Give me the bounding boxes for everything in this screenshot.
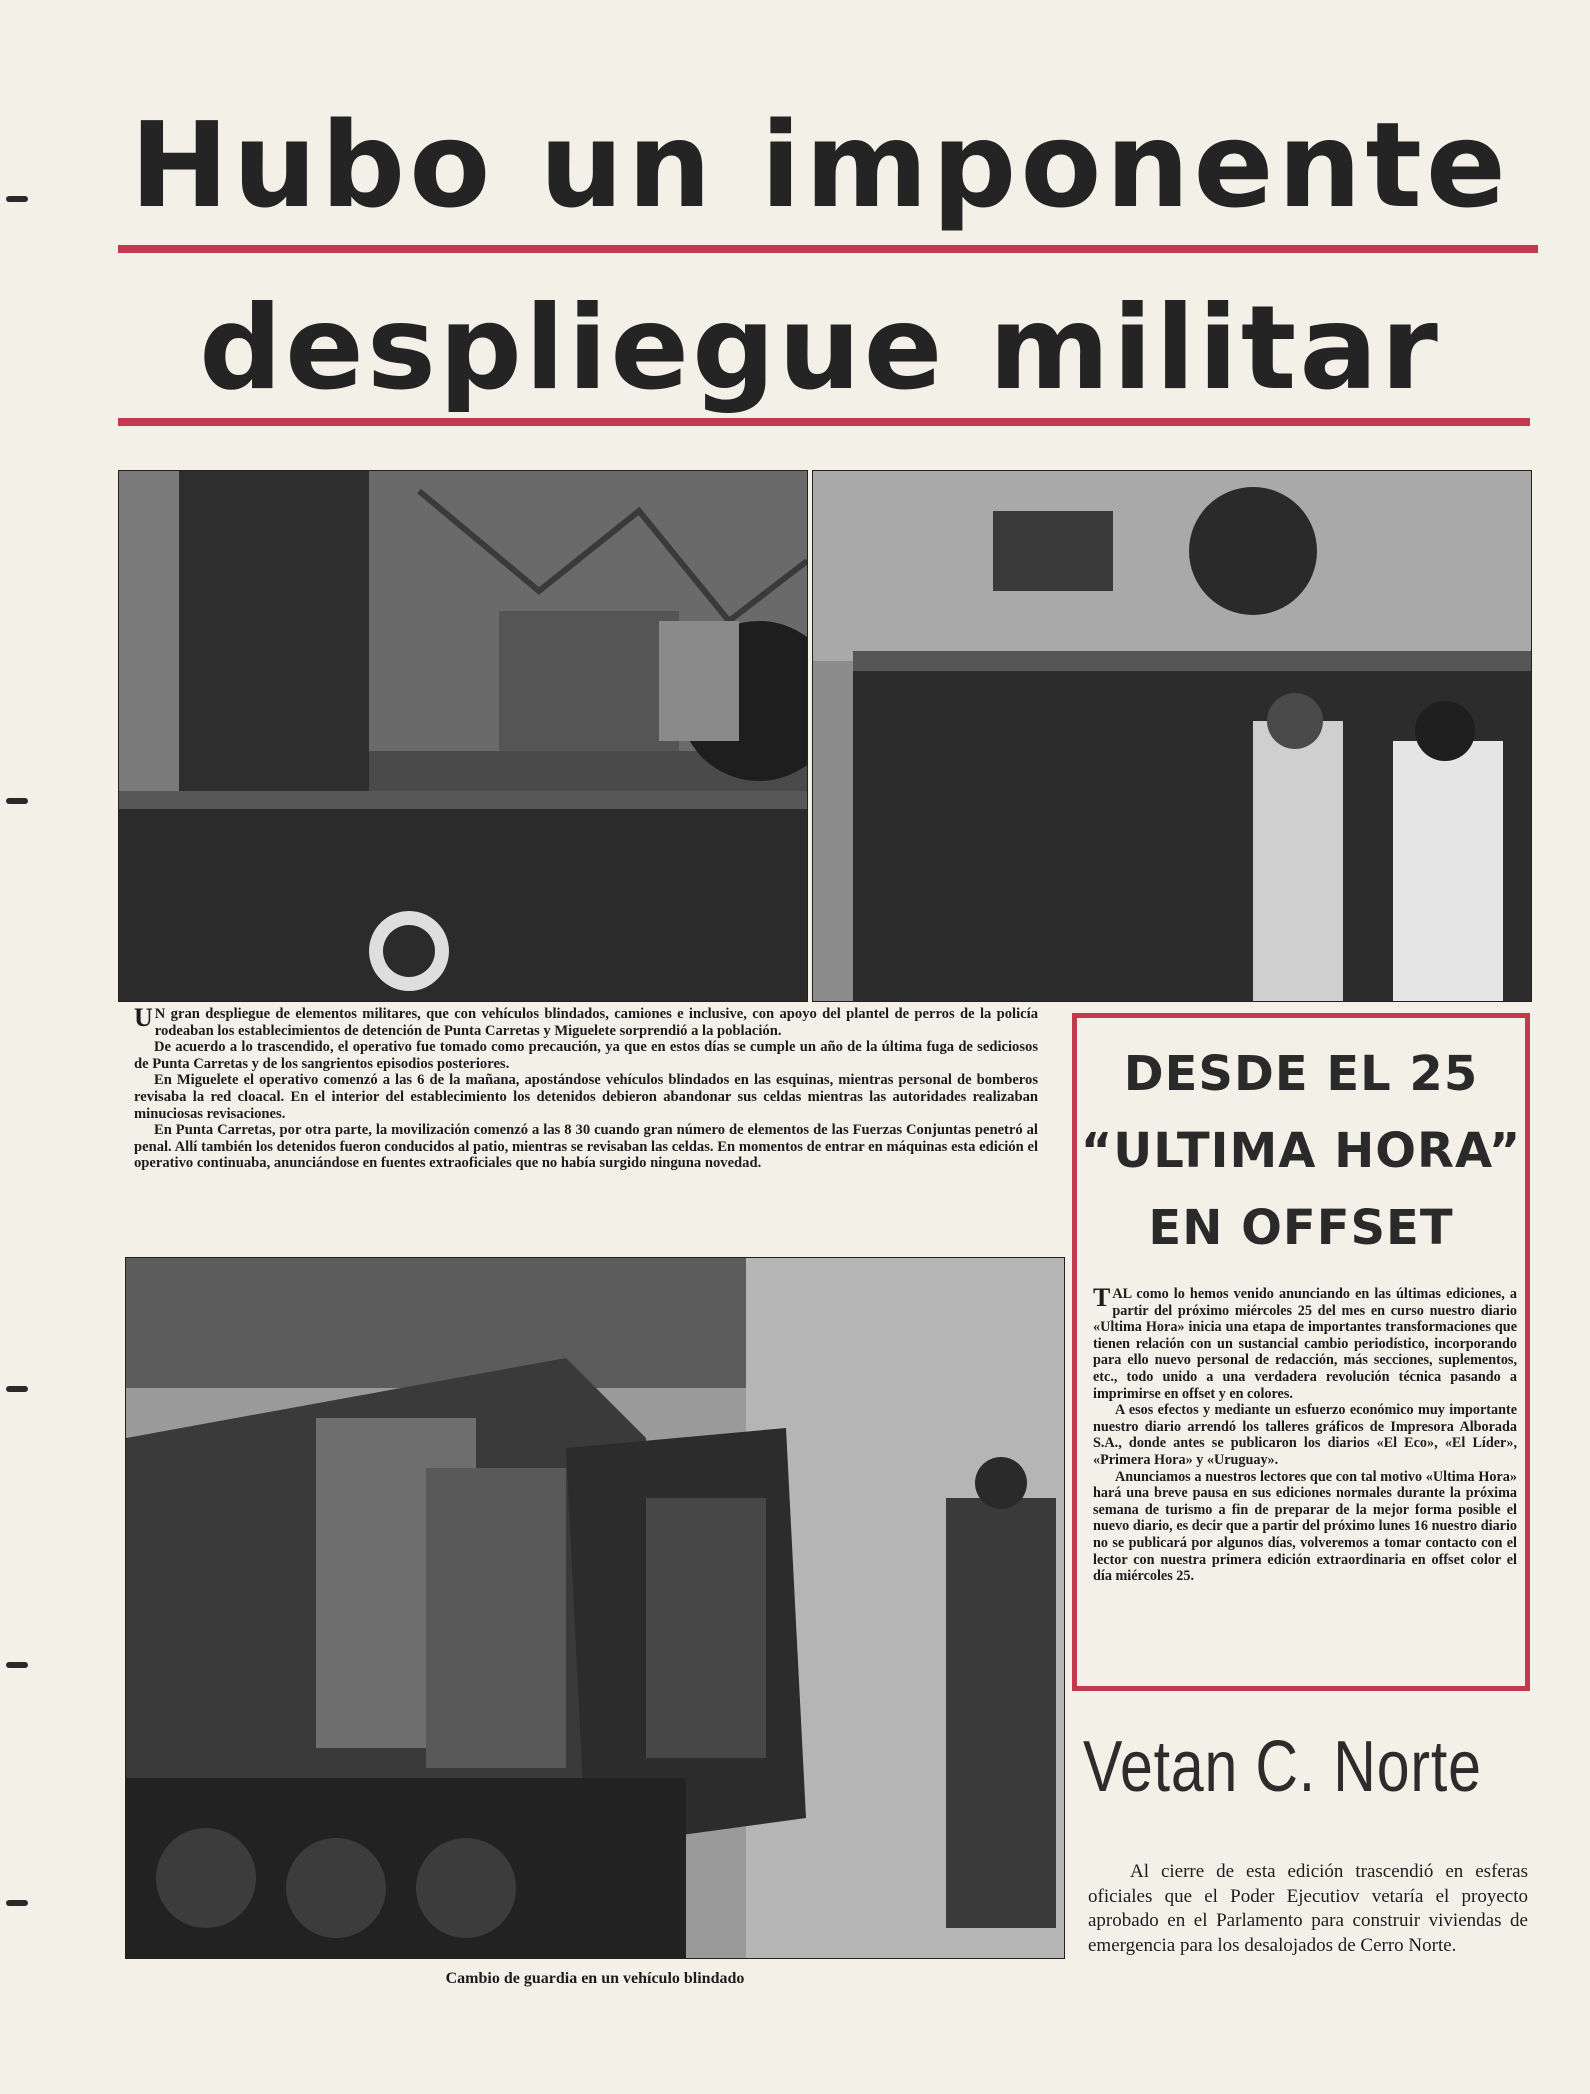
box-headline-3: EN OFFSET bbox=[1148, 1200, 1454, 1256]
box-paragraph: A esos efectos y mediante un esfuerzo económico muy importante nuestro diario arrendó los talleres gráficos de Impresora Alborada S.A., donde antes se publicaron los diarios «El Eco», «El Líder», «Primera Hora» y «Uruguay». bbox=[1093, 1402, 1517, 1468]
headline-red-rule-2 bbox=[118, 418, 1530, 426]
side-article-paragraph: Al cierre de esta edición trascendió en esferas oficiales que el Poder Ejecutiov vetaría el proyecto aprobado en el Parlamento para construir viviendas de emergencia para los desalojados de Cerro Norte. bbox=[1088, 1861, 1528, 1956]
box-dropcap: T bbox=[1093, 1283, 1111, 1312]
binder-mark bbox=[6, 1386, 28, 1392]
binder-mark bbox=[6, 1900, 28, 1906]
box-paragraph bbox=[1093, 1283, 1517, 1402]
lead-paragraph: En Punta Carretas, por otra parte, la movilización comenzó a las 8 30 cuando gran número de elementos de las Fuerzas Conjuntas penetró al penal. Allí también los detenidos fueron conducidos al patio, mientras se revisaban las celdas. En momentos de entrar en máquinas esta edición el operativo continuaba, anunciándose en fuentes extraoficiales que no había surgido ninguna novedad. bbox=[134, 1122, 1038, 1172]
headline-red-rule-1 bbox=[118, 245, 1538, 253]
lead-article bbox=[134, 1003, 1038, 1172]
photo-caption: Cambio de guardia en un vehículo blindado bbox=[445, 1970, 745, 1987]
box-headline-2: “ULTIMA HORA” bbox=[1080, 1123, 1522, 1179]
box-headline-1: DESDE EL 25 bbox=[1123, 1046, 1479, 1102]
headline-line-1: Hubo un imponente bbox=[130, 96, 1510, 234]
lead-dropcap: U bbox=[134, 1003, 153, 1032]
box-paragraph: Anunciamos a nuestros lectores que con tal motivo «Ultima Hora» hará una breve pausa en sus ediciones normales durante la próxima semana de turismo a fin de preparar de la mejor forma posible el nuevo diario, es decir que a partir del próximo lunes 16 nuestro diario no se publicará por algunos días, volveremos a tomar contacto con el lector con nuestra primera edición extraordinaria en offset color el día miércoles 25. bbox=[1093, 1468, 1517, 1585]
binder-mark bbox=[6, 1662, 28, 1668]
side-article-body bbox=[1088, 1860, 1528, 1958]
lead-paragraph: En Miguelete el operativo comenzó a las 6 de la mañana, apostándose vehículos blindados en las esquinas, mientras personal de bomberos revisaba la red cloacal. En el interior del establecimiento los detenidos debieron abandonar sus celdas mientras las autoridades realizaban minuciosas revisaciones. bbox=[134, 1072, 1038, 1122]
offset-announcement-box bbox=[1072, 1013, 1530, 1691]
lead-paragraph bbox=[134, 1003, 1038, 1039]
lead-paragraph-text: N gran despliegue de elementos militares, que con vehículos blindados, camiones e inclusive, con apoyo del plantel de perros de la policía rodeaban los establecimientos de detención de Punta Carretas y Miguelete sorprendió a la población. bbox=[154, 1006, 1038, 1039]
box-body bbox=[1093, 1283, 1517, 1585]
binder-mark bbox=[6, 196, 28, 202]
photo-soldiers-right bbox=[812, 470, 1532, 1002]
photo-armored-vehicle-left bbox=[118, 470, 808, 1002]
photo-guard-change bbox=[125, 1257, 1065, 1959]
headline-line-2: despliegue militar bbox=[199, 281, 1441, 416]
side-article-title: Vetan C. Norte bbox=[1083, 1727, 1482, 1807]
binder-mark bbox=[6, 798, 28, 804]
box-paragraph-text: AL como lo hemos venido anunciando en las últimas ediciones, a partir del próximo miércoles 25 del mes en curso nuestro diario «Ultima Hora» inicia una etapa de importantes transformaciones que tienen relación con un sustancial cambio periodístico, incorporando para ello nuevo personal de redacción, más secciones, suplementos, etc., todo unido a una verdadera revolución técnica pasando a imprimirse en offset y en colores. bbox=[1093, 1286, 1517, 1402]
lead-paragraph: De acuerdo a lo trascendido, el operativo fue tomado como precaución, ya que en estos días se cumple un año de la última fuga de sediciosos de Punta Carretas y de los sangrientos episodios posteriores. bbox=[134, 1039, 1038, 1072]
